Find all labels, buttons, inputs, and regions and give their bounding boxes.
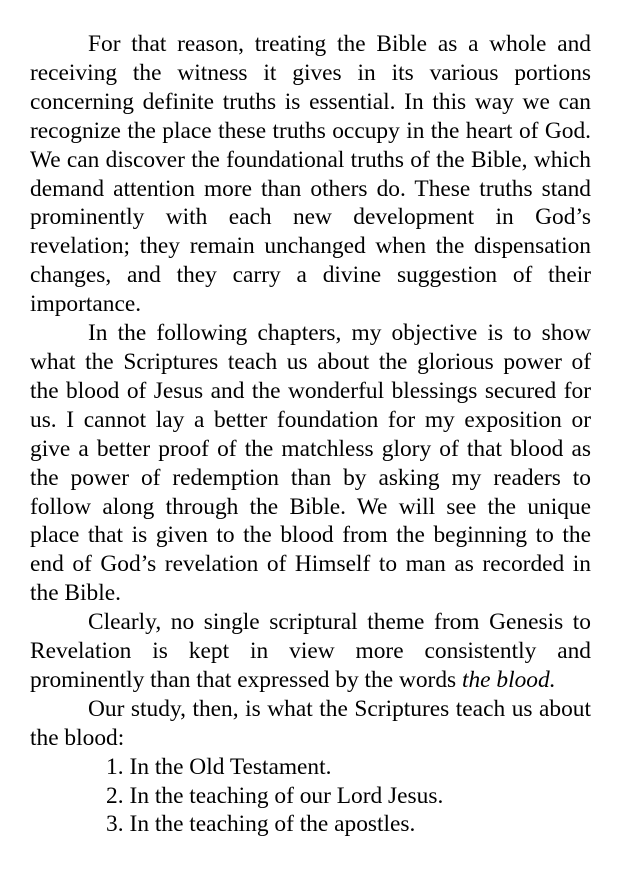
- paragraph-3-emphasis: the blood.: [461, 666, 556, 693]
- list-item: [30, 753, 591, 782]
- list-item: [30, 782, 591, 811]
- numbered-list: [30, 753, 591, 840]
- paragraph-4: Our study, then, is what the Scriptures teach us about the blood:: [30, 695, 591, 751]
- paragraph-2: In the following chapters, my objective is to show what the Scriptures teach us about the glorious power of the blood of Jesus and the wonderful blessings secured for us. I cannot lay a better foundation for my exposition or give a better proof of the matchless glory of that blood as the power of redemption than by asking my readers to follow along through the Bible. We will see the unique place that is given to the blood from the beginning to the end of God’s revelation of Himself to man as recorded in the Bible.: [30, 320, 591, 607]
- paragraph-3: [30, 608, 591, 695]
- list-item-text: In the teaching of our Lord Jesus.: [129, 782, 444, 809]
- list-item-text: In the Old Testament.: [129, 753, 332, 780]
- paragraph-1: For that reason, treating the Bible as a whole and receiving the witness it gives in its various portions concerning definite truths is essential. In this way we can recognize the place these truths occupy in the heart of God. We can discover the foundational truths of the Bible, which demand attention more than others do. These truths stand prominently with each new development in God’s revelation; they remain unchanged when the dispensation changes, and they carry a divine suggestion of their importance.: [30, 31, 591, 318]
- list-item: [30, 810, 591, 839]
- paragraph-3-text: Clearly, no single scriptural theme from Genesis to Revelation is kept in view more consistently and prominently than that expressed by the words: [30, 609, 591, 693]
- list-item-text: In the teaching of the apostles.: [129, 811, 416, 838]
- list-item-number: 3.: [106, 811, 124, 838]
- list-item-number: 2.: [106, 782, 124, 809]
- document-page: [30, 30, 591, 839]
- list-item-number: 1.: [106, 753, 124, 780]
